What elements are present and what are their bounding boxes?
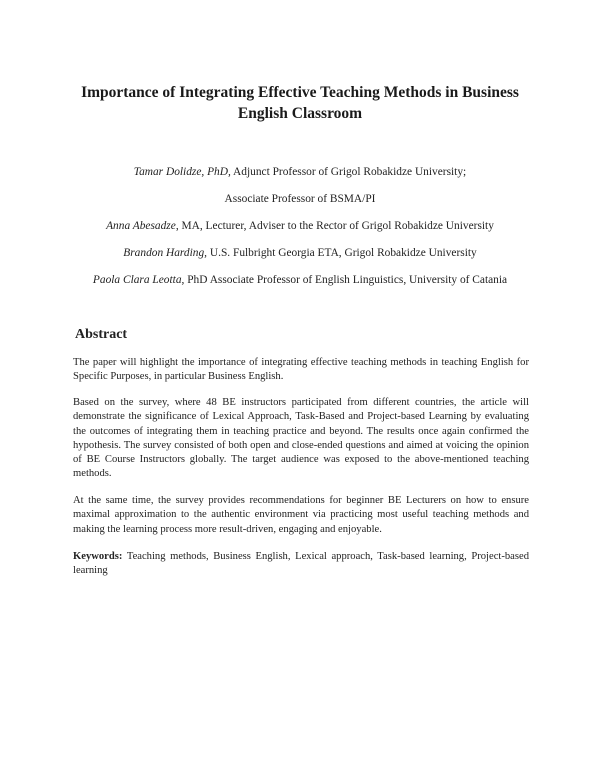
author-name: Paola Clara Leotta bbox=[92, 274, 182, 286]
author-affiliation: Adjunct Professor of Grigol Robakidze University; bbox=[230, 166, 467, 178]
abstract-paragraph-3: At the same time, the survey provides recommendations for beginner BE Lecturers on how to ensure maximal approximation to the authentic environment via practicing most useful teaching methods and making the learning process more result-driven, engaging and enjoyable. bbox=[73, 495, 529, 535]
author-line-1 bbox=[40, 165, 560, 179]
author-line-2 bbox=[40, 192, 560, 206]
keywords-text: Teaching methods, Business English, Lexical approach, Task-based learning, Project-based learning bbox=[73, 551, 529, 577]
author-line-3 bbox=[40, 219, 560, 233]
author-name: Tamar Dolidze, PhD, bbox=[133, 166, 231, 178]
author-line-5 bbox=[40, 273, 560, 287]
author-line-4 bbox=[40, 246, 560, 260]
author-name: Brandon Harding, bbox=[123, 247, 208, 259]
abstract-heading: Abstract bbox=[75, 327, 128, 342]
author-affiliation: Associate Professor of BSMA/PI bbox=[224, 193, 376, 205]
author-affiliation: , MA, Lecturer, Adviser to the Rector of Grigol Robakidze University bbox=[175, 220, 494, 232]
abstract-paragraph-2: Based on the survey, where 48 BE instructors participated from different countries, the article will demonstrate the significance of Lexical Approach, Task-Based and Project-based Learning by evaluating the outcomes of integrating them in teaching practice and beyond. The results once again confirmed the hypothesis. The survey consisted of both open and close-ended questions and aimed at voicing the opinion of BE Course Instructors globally. The target audience was exposed to the above-mentioned teaching methods. bbox=[73, 397, 529, 480]
author-name: Anna Abesadze bbox=[106, 220, 176, 232]
keywords bbox=[73, 550, 529, 579]
author-affiliation: U.S. Fulbright Georgia ETA, Grigol Robakidze University bbox=[207, 247, 477, 259]
abstract-paragraph-1: The paper will highlight the importance of integrating effective teaching methods in teaching English for Specific Purposes, in particular Business English. bbox=[73, 357, 529, 383]
paper-title: Importance of Integrating Effective Teaching Methods in Business English Classroom bbox=[81, 84, 519, 122]
author-affiliation: , PhD Associate Professor of English Linguistics, University of Catania bbox=[181, 274, 508, 286]
keywords-label: Keywords: bbox=[73, 551, 123, 562]
